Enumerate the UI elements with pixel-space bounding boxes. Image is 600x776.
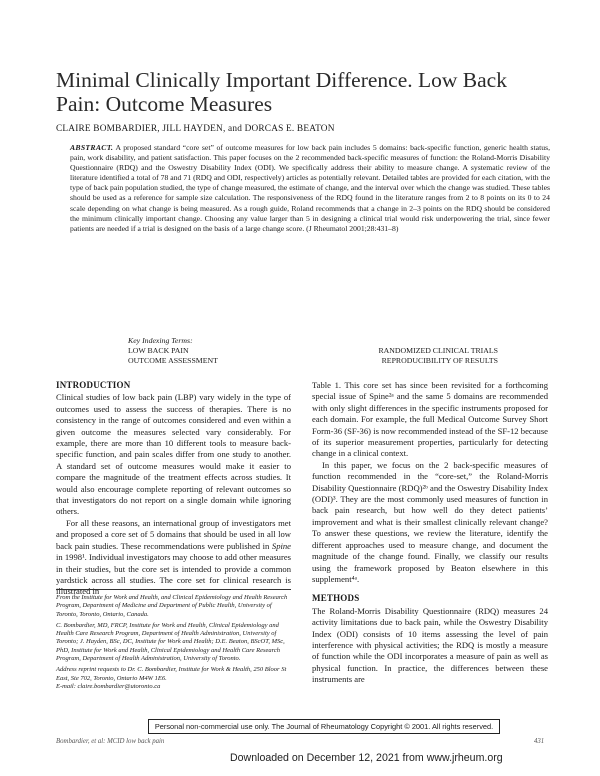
keywords-right: [338, 346, 498, 366]
footnote-divider: [56, 589, 291, 590]
contact-email: E-mail: claire.bombardier@utoronto.ca: [56, 682, 161, 690]
body-paragraph: In this paper, we focus on the 2 back-specific measures of function recommended in the “core-set,” the Roland-Morris Disability Questionnaire (RDQ)²ᵇ and the Oswestry Disability Index (ODI)³. They are the most commonly used measures of function in back pain research, but how well do they detect patients’ improvement and what is their smallest clinically relevant change? To answer these questions, we review the literature, identify the different approaches used to measure change, and document the magnitude of the change found. Finally, we classify our results using the framework proposed by Beaton elsewhere in this supplement⁴ᵃ.: [312, 459, 548, 584]
abstract: [70, 143, 550, 234]
keyword: RANDOMIZED CLINICAL TRIALS: [378, 346, 498, 355]
abstract-text: A proposed standard “core set” of outcome measures for low back pain includes 5 domains: back-specific function, generic health status, pain, work disability, and patient satisfaction. This paper focuses on the 2 recommended back-specific measures of function: the Roland-Morris Disability Questionnaire (RDQ) and the Oswestry Disability Index (ODI). We specifically address their ability to measure change. A systematic review of the literature identified a total of 78 and 71 (RDQ and ODI, respectively) articles as potentially relevant. Detailed tables are provided for each citation, with the type of back pain population studied, the type of change measured, the estimate of change, and the interval over which the change was studied. These tables should be used as a reference for sample size calculation. The responsiveness of the RDQ found in the literature ranges from 2 to 8 points on its 0 to 24 scale depending on what change is being measured. As a rough guide, Roland recommends that a change in 2–3 points on the RDQ should be considered the minimum clinically important change. Choosing any value larger than 5 in designing a clinical trial would risk underpowering the trial, since fewer patients are needed if a trial is designed on the basis of a large change score. (J Rheumatol 2001;28:431–8): [70, 143, 550, 233]
running-footer: Bombardier, et al: MCID low back pain: [56, 738, 165, 745]
intro-paragraph-1: Clinical studies of low back pain (LBP) vary widely in the type of outcomes used to assess the success of therapies. There is no consistency in the range of outcomes considered and even within a given outcome the measures selected vary considerably. For example, there are more than 10 different tools to measure back-specific function, and pain scales differ from one study to another. A standard set of outcome measures would make it easier to compare the magnitude of the treatment effects across studies. It would also encourage complete reporting of relevant outcomes so that investigators do not report on a single domain while ignoring others.: [56, 392, 291, 517]
affiliation-authors: C. Bombardier, MD, FRCP, Institute for Work and Health, Clinical Epidemiology and Health Care Research Program, Department of Health Administration, University of Toronto; J. Hayden, BSc, DC, Institute for Work and Health; D.E. Beaton, BScOT, MSc, PhD, Institute for Work and Health, Clinical Epidemiology and Health Care Research Program, Department of Health Administration, University of Toronto.: [56, 621, 285, 663]
keyword: REPRODUCIBILITY OF RESULTS: [381, 356, 498, 365]
copyright-notice: Personal non-commercial use only. The Journal of Rheumatology Copyright © 2001. All rights reserved.: [148, 719, 500, 734]
page-number: 431: [534, 738, 545, 745]
keywords-heading: Key Indexing Terms:: [128, 336, 193, 345]
author-list: CLAIRE BOMBARDIER, JILL HAYDEN, and DORCAS E. BEATON: [56, 124, 335, 134]
keyword: LOW BACK PAIN: [128, 346, 189, 355]
reprint-address: Address reprint requests to Dr. C. Bombardier, Institute for Work & Health, 250 Bloor St East, Ste 702, Toronto, Ontario M4W 1E6.: [56, 666, 287, 682]
left-column: [56, 380, 291, 598]
methods-paragraph: The Roland-Morris Disability Questionnaire (RDQ) measures 24 activity limitations due to back pain, while the Oswestry Disability Index (ODI) consists of 10 items assessing the level of pain interference with physical activities; the RDQ is mostly a measure of function while the ODI incorporates a measure of pain as well as physical function. In practice, the differences between these instruments are: [312, 605, 548, 685]
download-line: Downloaded on December 12, 2021 from www.jrheum.org: [230, 752, 503, 764]
section-heading-introduction: INTRODUCTION: [56, 380, 131, 390]
keywords-left: [128, 346, 218, 366]
abstract-label: ABSTRACT.: [70, 143, 114, 152]
section-heading-methods: METHODS: [312, 593, 360, 604]
affiliation-institution: From the Institute for Work and Health, and Clinical Epidemiology and Health Research Program, Department of Medicine and Department of Public Health, University of Toronto, Toronto, Ontario, Canada.: [56, 594, 288, 618]
article-title: Minimal Clinically Important Difference. Low Back Pain: Outcome Measures: [56, 68, 507, 116]
right-column: [312, 380, 548, 686]
keyword: OUTCOME ASSESSMENT: [128, 356, 218, 365]
body-paragraph: Table 1. This core set has since been revisited for a forthcoming special issue of Spine²ᵃ and the same 5 domains are recommended with only slight differences in the specific instruments proposed for each domain. For example, the full Medical Outcome Survey Short Form-36 (SF-36) is now recommended instead of the SF-12 because of its superior measurement properties, particularly for detecting change in a clinical context.: [312, 380, 548, 459]
intro-paragraph-2: For all these reasons, an international group of investigators met and proposed a core set of 5 domains that should be used in all low back pain studies. These recommendations were published in Spine in 1998¹. Individual investigators may choose to add other measures in their studies, but the core set is intended to provide a common yardstick across all studies. The core set for clinical research is illustrated in: [56, 517, 291, 597]
journal-link[interactable]: www.jrheum.org: [426, 752, 503, 764]
affiliations: [56, 594, 291, 694]
